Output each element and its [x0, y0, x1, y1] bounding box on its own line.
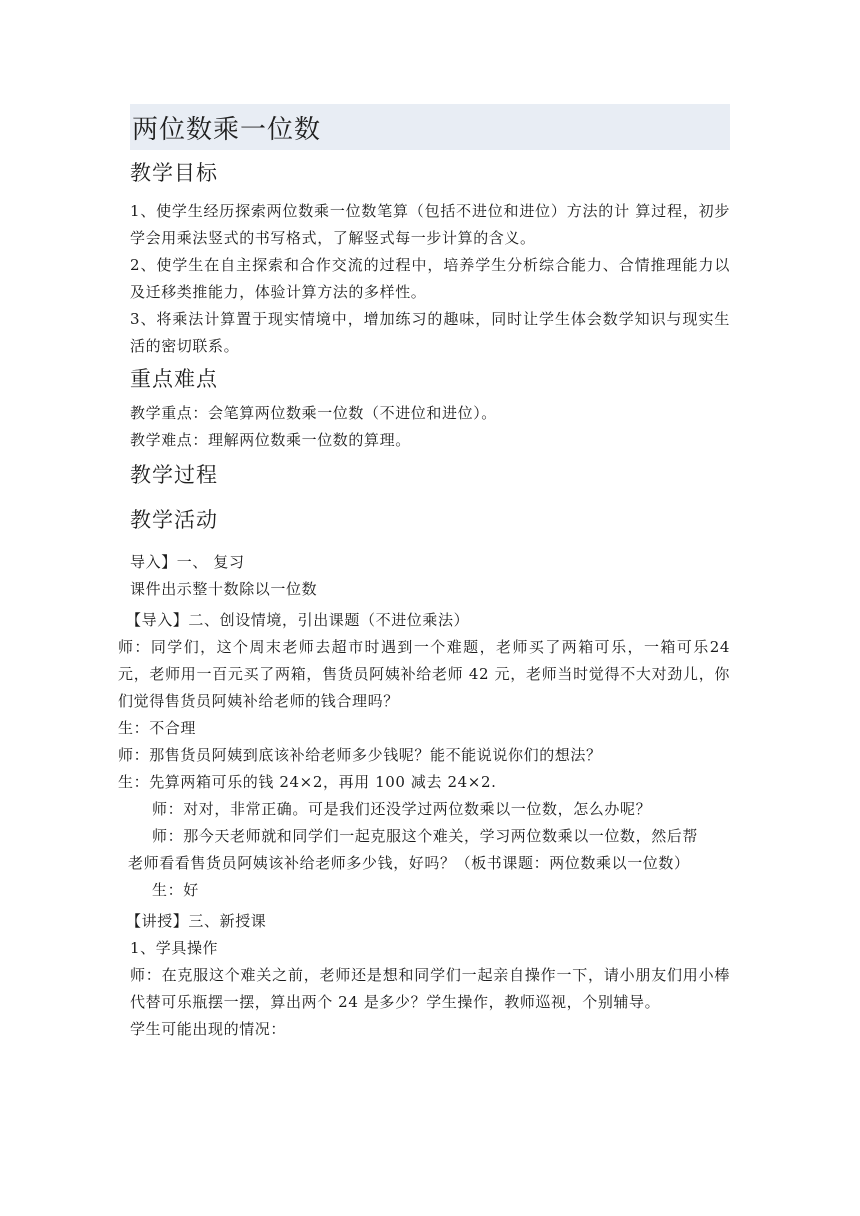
student-line-3: 生：好 [152, 881, 199, 899]
student-line-1: 生：不合理 [118, 719, 197, 737]
key-difficult-heading: 重点难点 [130, 367, 218, 391]
page-title: 两位数乘一位数 [130, 104, 730, 150]
teacher-line-3: 师：对对，非常正确。可是我们还没学过两位数乘以一位数，怎么办呢？ [152, 800, 652, 818]
lecture-heading: 【讲授】三、新授课 [126, 912, 267, 930]
step-1-heading: 1、学具操作 [130, 939, 219, 957]
teacher-line-2: 师：那售货员阿姨到底该补给老师多少钱呢？能不能说说你们的想法？ [118, 746, 602, 764]
teacher-line-1: 师：同学们，这个周末老师去超市时遇到一个难题，老师买了两箱可乐，一箱可乐24 元，老师用一百元买了两箱，售货员阿姨补给老师 42 元，老师当时觉得不大对劲儿，你们觉得售货员阿姨补给老师的钱合理吗？ [118, 638, 730, 710]
goal-1: 1、使学生经历探索两位数乘一位数笔算（包括不进位和进位）方法的计 算过程，初步学会用乘法竖式的书写格式，了解竖式每一步计算的含义。 [130, 202, 730, 247]
teacher-line-5: 师：在克服这个难关之前，老师还是想和同学们一起亲自操作一下，请小朋友们用小棒代替可乐瓶摆一摆，算出两个 24 是多少？学生操作，教师巡视，个别辅导。 [130, 966, 730, 1011]
teaching-goals-heading: 教学目标 [130, 161, 218, 185]
teacher-line-4a: 师：那今天老师就和同学们一起克服这个难关，学习两位数乘以一位数，然后帮 [152, 827, 699, 845]
key-point: 教学重点：会笔算两位数乘一位数（不进位和进位）。 [130, 404, 497, 422]
possible-cases: 学生可能出现的情况： [130, 1020, 287, 1038]
difficult-point: 教学难点：理解两位数乘一位数的算理。 [130, 431, 411, 449]
intro-review-body: 课件出示整十数除以一位数 [130, 580, 318, 598]
teaching-activity-heading: 教学活动 [130, 508, 218, 532]
student-line-2: 生：先算两箱可乐的钱 24×2，再用 100 减去 24×2. [118, 773, 497, 791]
intro-scenario-heading: 【导入】二、创设情境，引出课题（不进位乘法） [126, 611, 470, 629]
teacher-line-4b: 老师看看售货员阿姨该补给老师多少钱，好吗？（板书课题：两位数乘以一位数） [128, 854, 690, 872]
goal-3: 3、将乘法计算置于现实情境中，增加练习的趣味，同时让学生体会数学知识与现实生活的密切联系。 [130, 310, 730, 355]
teaching-process-heading: 教学过程 [130, 463, 218, 487]
intro-review-heading: 导入】一、 复习 [130, 553, 245, 571]
goal-2: 2、使学生在自主探索和合作交流的过程中，培养学生分析综合能力、合情推理能力以及迁移类推能力，体验计算方法的多样性。 [130, 256, 730, 301]
document-page [118, 104, 730, 1043]
